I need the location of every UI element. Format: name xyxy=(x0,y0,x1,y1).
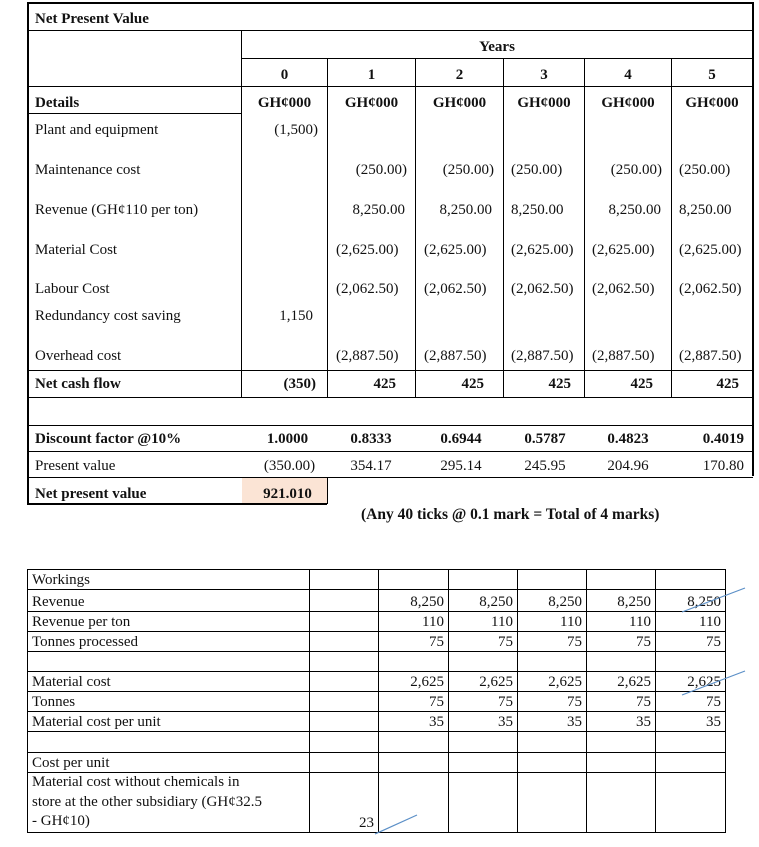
cell-value: 2,625 xyxy=(379,672,449,692)
currency-header: GH¢000 xyxy=(517,95,571,111)
cell-value: (250.00) xyxy=(511,162,563,178)
table-row xyxy=(28,652,726,672)
row-label: Material cost without chemicals in store at the other subsidiary (GH¢32.5 - GH¢10) xyxy=(28,773,310,833)
workings-table xyxy=(27,569,726,833)
row-divider xyxy=(27,477,753,478)
cell-value: 75 xyxy=(518,692,587,712)
cell-value: 75 xyxy=(587,632,656,652)
tick-mark-icon xyxy=(372,812,422,837)
currency-header: GH¢000 xyxy=(601,95,655,111)
row-divider xyxy=(27,425,753,426)
net-cash-flow-value: 425 xyxy=(461,376,484,392)
present-value-value: 295.14 xyxy=(440,458,482,474)
table-row xyxy=(28,712,726,732)
discount-factor-label: Discount factor @10% xyxy=(35,431,182,447)
cell-value: (2,887.50) xyxy=(592,348,655,364)
year-header: 0 xyxy=(280,67,289,83)
cell-value: 2,625 xyxy=(449,672,518,692)
year-header: 4 xyxy=(624,67,632,83)
cell-value: (2,062.50) xyxy=(679,281,742,297)
year-header: 1 xyxy=(367,67,376,83)
cell-value: 35 xyxy=(379,712,449,732)
cell-value: (2,062.50) xyxy=(336,281,399,297)
cell-value: 110 xyxy=(656,612,726,632)
cell-value xyxy=(310,632,379,652)
row-divider xyxy=(27,397,753,398)
row-label: Redundancy cost saving xyxy=(35,308,181,324)
discount-factor-value: 0.4823 xyxy=(607,431,649,447)
cell-value: (250.00) xyxy=(355,162,407,178)
cell-value: 8,250.00 xyxy=(511,202,564,218)
row-label: Revenue xyxy=(28,590,310,612)
cell-value: (250.00) xyxy=(442,162,494,178)
cell-value: (2,887.50) xyxy=(336,348,399,364)
row-label: Tonnes processed xyxy=(28,632,310,652)
table-row xyxy=(28,570,726,590)
row-label: Tonnes xyxy=(28,692,310,712)
present-value-value: (350.00) xyxy=(263,458,316,474)
present-value-value: 204.96 xyxy=(607,458,649,474)
table-row xyxy=(28,590,726,612)
row-label: Revenue (GH¢110 per ton) xyxy=(35,202,199,218)
net-cash-flow-value: 425 xyxy=(373,376,396,392)
cell-value: 110 xyxy=(518,612,587,632)
cell-value: 8,250 xyxy=(587,590,656,612)
discount-factor-value: 0.4019 xyxy=(702,431,744,447)
year-header: 5 xyxy=(708,67,716,83)
discount-factor-value: 1.0000 xyxy=(266,431,309,447)
table-title: Net Present Value xyxy=(35,11,149,27)
cell-value: 35 xyxy=(656,712,726,732)
year-header: 2 xyxy=(455,67,464,83)
row-label xyxy=(28,732,310,753)
row-label: Labour Cost xyxy=(35,281,110,297)
cell-value: (2,887.50) xyxy=(511,348,574,364)
cell-value: 8,250 xyxy=(518,590,587,612)
table-border xyxy=(752,2,754,476)
tick-mark-icon xyxy=(680,668,750,698)
cell-value: (2,062.50) xyxy=(592,281,655,297)
row-divider xyxy=(27,451,753,452)
cell-value xyxy=(310,590,379,612)
discount-factor-value: 0.6944 xyxy=(440,431,482,447)
row-divider xyxy=(27,113,241,114)
cell-value: 75 xyxy=(587,692,656,712)
cell-value: (2,625.00) xyxy=(679,242,742,258)
cell-value: (2,887.50) xyxy=(679,348,742,364)
row-label: Cost per unit xyxy=(28,753,310,773)
col-divider xyxy=(241,30,242,398)
npv-label: Net present value xyxy=(35,486,147,502)
row-label: Material cost per unit xyxy=(28,712,310,732)
cell-value: 110 xyxy=(587,612,656,632)
net-cash-flow-value: (350) xyxy=(283,376,316,392)
cell-value: (2,887.50) xyxy=(424,348,487,364)
discount-factor-value: 0.8333 xyxy=(350,431,392,447)
table-border xyxy=(27,2,29,504)
cell-value: 23 xyxy=(310,773,379,833)
table-row xyxy=(28,672,726,692)
cell-value: 35 xyxy=(587,712,656,732)
workings-title: Workings xyxy=(28,570,310,590)
row-divider xyxy=(27,370,753,371)
row-label: Material Cost xyxy=(35,242,118,258)
table-border xyxy=(27,2,753,4)
present-value-value: 354.17 xyxy=(350,458,392,474)
years-header: Years xyxy=(479,39,515,55)
row-label: Maintenance cost xyxy=(35,162,141,178)
discount-factor-value: 0.5787 xyxy=(524,431,566,447)
cell-value: (250.00) xyxy=(610,162,662,178)
cell-value xyxy=(310,612,379,632)
cell-value: 1,150 xyxy=(279,308,313,324)
row-label: Revenue per ton xyxy=(28,612,310,632)
cell-value: (2,625.00) xyxy=(336,242,399,258)
present-value-value: 245.95 xyxy=(524,458,566,474)
cell-value: 110 xyxy=(379,612,449,632)
cell-value: 75 xyxy=(656,632,726,652)
currency-header: GH¢000 xyxy=(257,95,312,111)
cell-value: 2,625 xyxy=(656,672,726,692)
row-label: Plant and equipment xyxy=(35,122,159,138)
row-divider xyxy=(241,58,753,59)
currency-header: GH¢000 xyxy=(432,95,487,111)
net-cash-flow-label: Net cash flow xyxy=(35,376,121,392)
cell-value: 8,250.00 xyxy=(679,202,732,218)
row-divider xyxy=(27,503,327,505)
cell-value: 8,250 xyxy=(449,590,518,612)
cell-value: 35 xyxy=(518,712,587,732)
present-value-value: 170.80 xyxy=(702,458,744,474)
row-label xyxy=(28,652,310,672)
net-cash-flow-value: 425 xyxy=(716,376,739,392)
cell-value: 8,250 xyxy=(379,590,449,612)
cell-value: (2,062.50) xyxy=(511,281,574,297)
cell-value: (2,625.00) xyxy=(511,242,574,258)
net-cash-flow-value: 425 xyxy=(548,376,571,392)
row-label: Overhead cost xyxy=(35,348,122,364)
cell-value: 110 xyxy=(449,612,518,632)
table-row xyxy=(28,732,726,753)
cell-value: 2,625 xyxy=(518,672,587,692)
cell-value: (2,062.50) xyxy=(424,281,487,297)
npv-value: 921.010 xyxy=(263,486,312,502)
table-row xyxy=(28,632,726,652)
row-label: Material cost xyxy=(28,672,310,692)
table-row xyxy=(28,692,726,712)
details-header: Details xyxy=(35,95,80,111)
col-divider xyxy=(327,478,328,504)
currency-header: GH¢000 xyxy=(344,95,399,111)
row-divider xyxy=(27,86,753,87)
year-header: 3 xyxy=(540,67,548,83)
cell-value xyxy=(310,672,379,692)
cell-value: 8,250.00 xyxy=(352,202,405,218)
cell-value: 75 xyxy=(379,632,449,652)
tick-mark-icon xyxy=(680,585,750,615)
cell-value: 75 xyxy=(656,692,726,712)
table-row xyxy=(28,612,726,632)
cell-value: 35 xyxy=(449,712,518,732)
cell-value: 8,250.00 xyxy=(608,202,661,218)
currency-header: GH¢000 xyxy=(685,95,739,111)
present-value-label: Present value xyxy=(35,458,116,474)
cell-value xyxy=(310,712,379,732)
cell-value: 75 xyxy=(449,632,518,652)
cell-value: 2,625 xyxy=(587,672,656,692)
marking-note: (Any 40 ticks @ 0.1 mark = Total of 4 marks) xyxy=(361,506,660,523)
cell-value xyxy=(310,692,379,712)
cell-value: 8,250.00 xyxy=(439,202,492,218)
cell-value: (2,625.00) xyxy=(424,242,487,258)
cell-value: 75 xyxy=(379,692,449,712)
net-cash-flow-value: 425 xyxy=(630,376,653,392)
cell-value: 75 xyxy=(449,692,518,712)
table-row xyxy=(28,753,726,773)
cell-value: (1,500) xyxy=(274,122,318,138)
cell-value: (250.00) xyxy=(679,162,731,178)
cell-value: 8,250 xyxy=(656,590,726,612)
row-divider xyxy=(27,30,753,31)
cell-value: (2,625.00) xyxy=(592,242,655,258)
cell-value: 75 xyxy=(518,632,587,652)
